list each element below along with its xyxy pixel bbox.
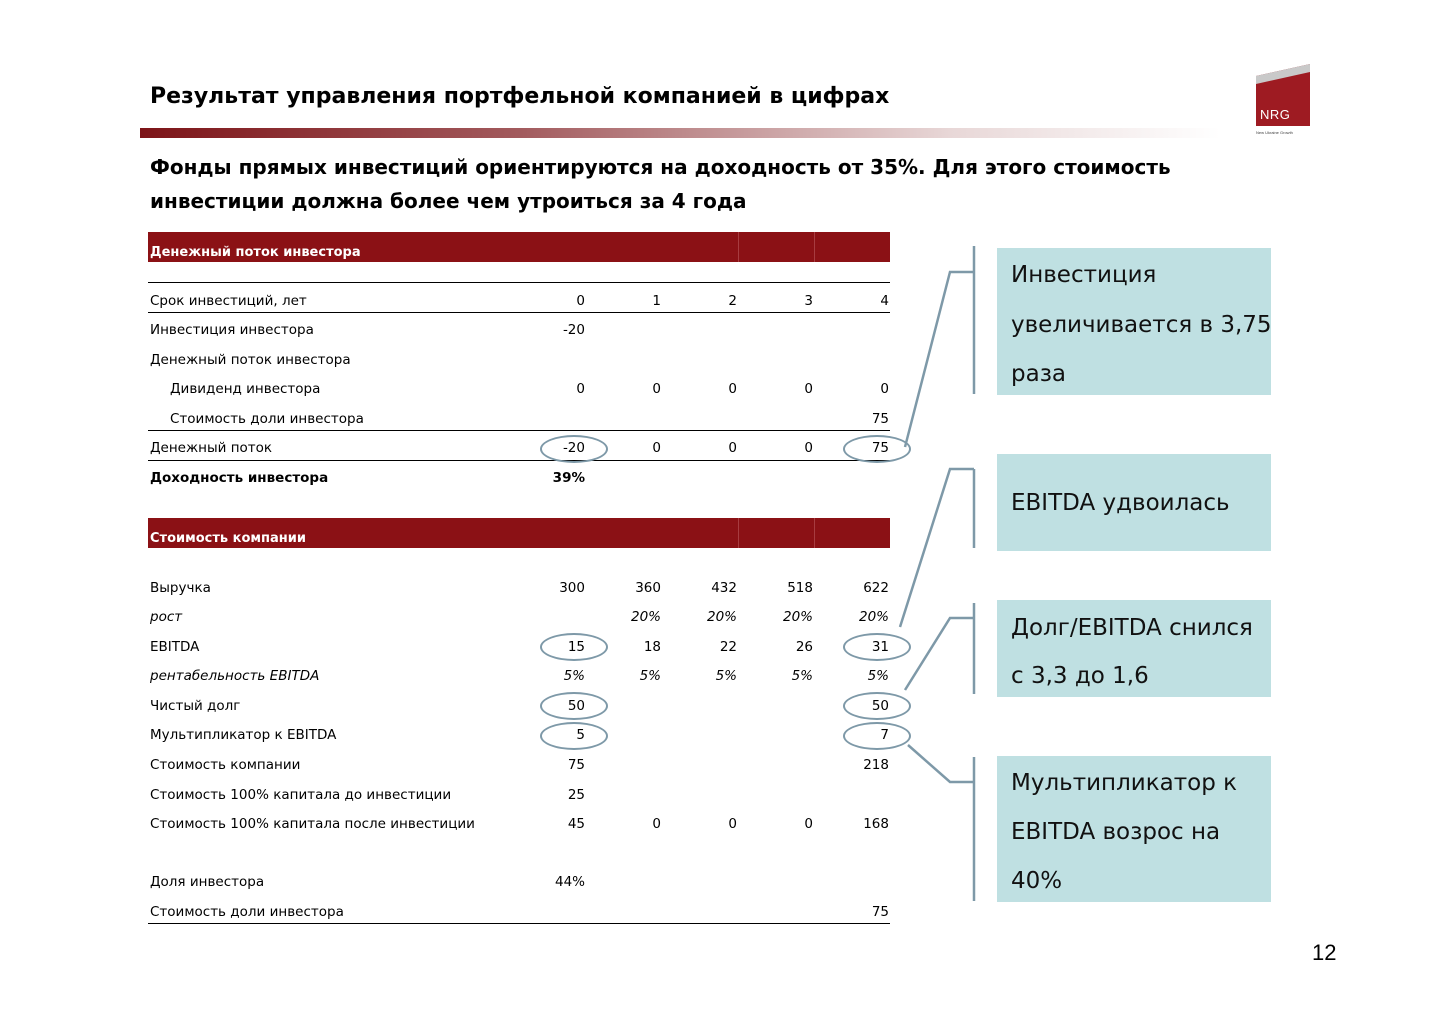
cell: 39% bbox=[552, 470, 585, 486]
cell: 45 bbox=[567, 816, 585, 832]
row-label: Срок инвестиций, лет bbox=[150, 293, 307, 309]
callout-ebitda-doubled bbox=[997, 454, 1271, 551]
cell: 18 bbox=[643, 639, 661, 655]
cell: 0 bbox=[652, 816, 661, 832]
subtitle-line-2: инвестиции должна более чем утроиться за 4 года bbox=[150, 189, 747, 213]
cell: 4 bbox=[880, 293, 889, 309]
cell: 26 bbox=[795, 639, 813, 655]
cell: 2 bbox=[728, 293, 737, 309]
row-label: Дивиденд инвестора bbox=[170, 381, 321, 397]
cell: 0 bbox=[652, 381, 661, 397]
row-label: Мультипликатор к EBITDA bbox=[150, 727, 337, 743]
cell: 5% bbox=[791, 668, 813, 684]
cell: 22 bbox=[719, 639, 737, 655]
row-label: Стоимость компании bbox=[150, 757, 301, 773]
row-label: рост bbox=[150, 609, 183, 625]
callout-line: раза bbox=[1011, 361, 1067, 387]
cell: 20% bbox=[782, 609, 813, 625]
cell: 15 bbox=[567, 639, 585, 655]
callout-debt-ebitda bbox=[997, 600, 1271, 697]
cell: 7 bbox=[880, 727, 889, 743]
cell: 0 bbox=[728, 816, 737, 832]
cell: 20% bbox=[858, 609, 889, 625]
cell: 20% bbox=[630, 609, 661, 625]
callout-line: EBITDA удвоилась bbox=[1011, 490, 1230, 516]
callout-line: EBITDA возрос на bbox=[1011, 819, 1221, 845]
row-label: Денежный поток инвестора bbox=[150, 352, 351, 368]
cell: 300 bbox=[559, 580, 585, 596]
company-table-title: Стоимость компании bbox=[150, 531, 306, 546]
cell: 432 bbox=[711, 580, 737, 596]
row-label: Доля инвестора bbox=[150, 874, 265, 890]
row-label: Доходность инвестора bbox=[150, 470, 329, 486]
cell: 0 bbox=[804, 440, 813, 456]
cell: 3 bbox=[804, 293, 813, 309]
row-label: Выручка bbox=[150, 580, 211, 596]
cell: 0 bbox=[576, 381, 585, 397]
cell: 5% bbox=[563, 668, 585, 684]
cell: 5% bbox=[715, 668, 737, 684]
logo-tagline: New Ukraine Growth bbox=[1256, 130, 1293, 135]
callout-line: 40% bbox=[1011, 868, 1063, 894]
row-label: Стоимость 100% капитала до инвестиции bbox=[150, 787, 452, 803]
slide-title: Результат управления портфельной компанией в цифрах bbox=[150, 84, 890, 109]
cell: 168 bbox=[863, 816, 889, 832]
page-number: 12 bbox=[1312, 940, 1337, 965]
cell: 0 bbox=[804, 381, 813, 397]
cell: 0 bbox=[880, 381, 889, 397]
cell: 518 bbox=[787, 580, 813, 596]
cell: 360 bbox=[635, 580, 661, 596]
cell: 50 bbox=[567, 698, 585, 714]
cell: 50 bbox=[871, 698, 889, 714]
cell: -20 bbox=[562, 440, 585, 456]
cell: 75 bbox=[567, 757, 585, 773]
row-label: Чистый долг bbox=[150, 698, 241, 714]
cell: 20% bbox=[706, 609, 737, 625]
callout-line: Долг/EBITDA снился bbox=[1011, 615, 1253, 641]
row-label: Стоимость доли инвестора bbox=[170, 411, 364, 427]
row-label: Денежный поток bbox=[150, 440, 273, 456]
cell: 5% bbox=[639, 668, 661, 684]
cell: 25 bbox=[567, 787, 585, 803]
cell: 31 bbox=[871, 639, 889, 655]
row-label: Стоимость доли инвестора bbox=[150, 904, 344, 920]
cell: 0 bbox=[652, 440, 661, 456]
cell: -20 bbox=[562, 322, 585, 338]
callout-line: с 3,3 до 1,6 bbox=[1011, 663, 1149, 689]
cell: 75 bbox=[871, 440, 889, 456]
cell: 218 bbox=[863, 757, 889, 773]
logo-text: NRG bbox=[1260, 107, 1291, 122]
callout-multiplier bbox=[997, 756, 1271, 902]
callout-line: увеличивается в 3,75 bbox=[1011, 312, 1272, 338]
cashflow-table-title: Денежный поток инвестора bbox=[150, 245, 361, 260]
cell: 0 bbox=[728, 440, 737, 456]
cell: 5% bbox=[867, 668, 889, 684]
cell: 44% bbox=[554, 874, 585, 890]
row-label: Инвестиция инвестора bbox=[150, 322, 314, 338]
cell: 0 bbox=[576, 293, 585, 309]
callout-line: Инвестиция bbox=[1011, 262, 1157, 288]
cell: 622 bbox=[863, 580, 889, 596]
row-label: Стоимость 100% капитала после инвестиции bbox=[150, 816, 475, 832]
subtitle-line-1: Фонды прямых инвестиций ориентируются на доходность от 35%. Для этого стоимость bbox=[150, 155, 1171, 179]
row-label: рентабельность EBITDA bbox=[150, 668, 320, 684]
callout-line: Мультипликатор к bbox=[1011, 770, 1238, 796]
cell: 1 bbox=[652, 293, 661, 309]
cell: 75 bbox=[871, 904, 889, 920]
row-label: EBITDA bbox=[150, 639, 200, 655]
cell: 0 bbox=[804, 816, 813, 832]
callout-investment-growth bbox=[997, 248, 1271, 395]
cell: 0 bbox=[728, 381, 737, 397]
cell: 75 bbox=[871, 411, 889, 427]
cell: 5 bbox=[576, 727, 585, 743]
